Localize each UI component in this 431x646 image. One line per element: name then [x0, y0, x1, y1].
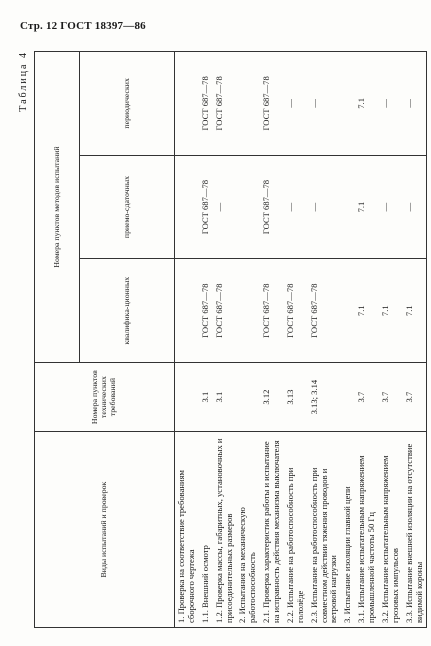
table-row [199, 52, 213, 628]
cell-periodic [175, 52, 199, 156]
cell-req: 3.13; 3.14 [308, 363, 342, 432]
cell-req: 3.7 [379, 363, 403, 432]
cell-accept [236, 155, 260, 259]
header-acceptance: приемо-сдаточных [80, 155, 175, 259]
cell-accept [175, 155, 199, 259]
cell-req: 3.7 [355, 363, 379, 432]
cell-qual: ГОСТ 687—78 [213, 259, 237, 363]
cell-type: 3.3. Испытание внешней изоляции на отсутствие видимой короны [403, 432, 427, 628]
cell-qual: ГОСТ 687—78 [284, 259, 308, 363]
cell-qual [175, 259, 199, 363]
cell-periodic: ГОСТ 687—78 [199, 52, 213, 156]
cell-type: 2.3. Испытание на работоспособность при совместном действии тяжения проводов и ветровой нагрузки [308, 432, 342, 628]
cell-req: 3.7 [403, 363, 427, 432]
cell-accept: 7.1 [355, 155, 379, 259]
table-row [284, 52, 308, 628]
cell-periodic: — [379, 52, 403, 156]
cell-req: 3.13 [284, 363, 308, 432]
cell-periodic: ГОСТ 687—78 [213, 52, 237, 156]
cell-accept: — [284, 155, 308, 259]
cell-qual [236, 259, 260, 363]
cell-periodic: ГОСТ 687—78 [260, 52, 284, 156]
cell-req [236, 363, 260, 432]
cell-type: 2. Испытания на механическую работоспособность [236, 432, 260, 628]
cell-accept: — [403, 155, 427, 259]
cell-periodic [341, 52, 355, 156]
table-row [213, 52, 237, 628]
page-header: Стр. 12 ГОСТ 18397—86 [20, 20, 146, 32]
table-row [403, 52, 427, 628]
rotated-table-area [18, 51, 426, 628]
cell-type: 3.1. Испытание испытательным напряжением промышленной частоты 50 Гц [355, 432, 379, 628]
cell-periodic: 7.1 [355, 52, 379, 156]
cell-qual [341, 259, 355, 363]
cell-accept: — [213, 155, 237, 259]
cell-qual: 7.1 [379, 259, 403, 363]
cell-type: 2.1. Проверка характеристик работы и испытание на исправность действия механизма выключателя [260, 432, 284, 628]
cell-type: 2.2. Испытание на работоспособность при гололёде [284, 432, 308, 628]
cell-type: 1.2. Проверка массы, габаритных, установочных и присоединительных размеров [213, 432, 237, 628]
cell-periodic: — [403, 52, 427, 156]
cell-type: 3. Испытание изоляции главной цепи [341, 432, 355, 628]
cell-req [175, 363, 199, 432]
cell-req: 3.12 [260, 363, 284, 432]
cell-req: 3.1 [213, 363, 237, 432]
header-periodic: периодических [80, 52, 175, 156]
header-requirements: Номера пунктов технических требований [35, 363, 175, 432]
cell-type: 3.2. Испытание испытательным напряжением грозовых импульсов [379, 432, 403, 628]
table-row [379, 52, 403, 628]
cell-accept: ГОСТ 687—78 [199, 155, 213, 259]
cell-accept: ГОСТ 687—78 [260, 155, 284, 259]
cell-qual: ГОСТ 687—78 [260, 259, 284, 363]
cell-periodic [236, 52, 260, 156]
header-methods: Номера пунктов методов испытаний [35, 52, 80, 363]
cell-accept [341, 155, 355, 259]
table-row [260, 52, 284, 628]
cell-accept: — [308, 155, 342, 259]
cell-type: 1.1. Внешний осмотр [199, 432, 213, 628]
cell-periodic: — [284, 52, 308, 156]
table-row [236, 52, 260, 628]
cell-qual: 7.1 [403, 259, 427, 363]
test-table [34, 51, 427, 628]
cell-req: 3.1 [199, 363, 213, 432]
cell-periodic: — [308, 52, 342, 156]
cell-qual: ГОСТ 687—78 [199, 259, 213, 363]
table-row [308, 52, 342, 628]
cell-type: 1. Проверка на соответствие требованиям сборочного чертежа [175, 432, 199, 628]
cell-qual: 7.1 [355, 259, 379, 363]
table-row [175, 52, 199, 628]
table-row [355, 52, 379, 628]
cell-qual: ГОСТ 687—78 [308, 259, 342, 363]
table-row [341, 52, 355, 628]
header-qualification: квалифика-ционных [80, 259, 175, 363]
cell-req [341, 363, 355, 432]
cell-accept: — [379, 155, 403, 259]
header-test-type: Виды испытаний и проверок [35, 432, 175, 628]
table-caption: Таблица 4 [18, 51, 29, 112]
